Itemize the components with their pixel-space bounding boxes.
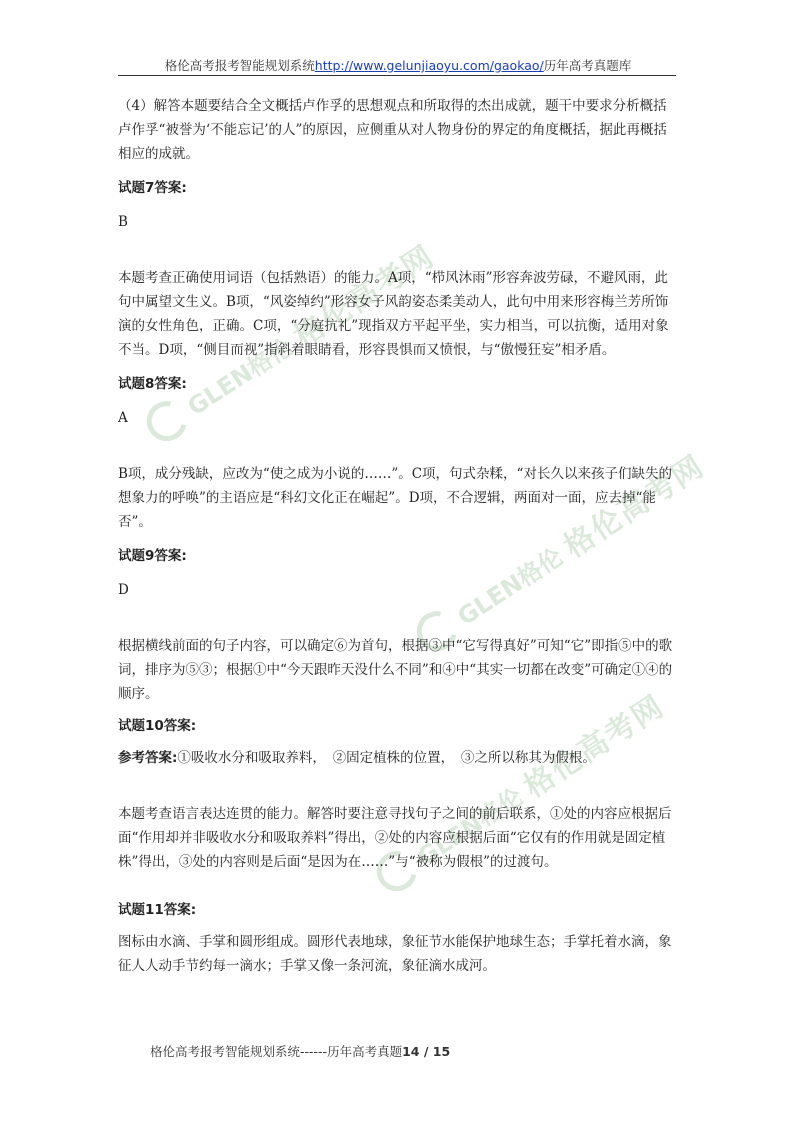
q9-explanation: 根据横线前面的句子内容，可以确定⑥为首句，根据③中“它写得真好”可知“它”即指⑤中的歌词，排序为⑤③；根据①中“今天跟昨天没什么不同”和④中“其实一切都在改变”可确定①④的顺序。 [118, 638, 673, 702]
q9-heading: 试题9答案: [118, 548, 187, 564]
header-link[interactable]: http://www.gelunjiaoyu.com/gaokao/ [314, 58, 544, 73]
page-footer [150, 1042, 450, 1060]
q8-explanation: B项，成分残缺，应改为“使之成为小说的……”。C项，句式杂糅，“对长久以来孩子们缺失的想象力的呼唤”的主语应是“科幻文化正在崛起”。D项，不合逻辑，两面对一面，应去掉“能否”。 [118, 466, 672, 530]
footer-text: 格伦高考报考智能规划系统------历年高考真题 [150, 1044, 403, 1059]
page-header [120, 56, 676, 74]
watermark-brand: GLEN格伦 [182, 332, 298, 421]
header-prefix: 格伦高考报考智能规划系统 [164, 58, 315, 73]
q7-answer: B [118, 214, 128, 230]
header-divider [118, 75, 676, 76]
header-suffix: 历年高考真题库 [543, 58, 632, 73]
q8-heading: 试题8答案: [118, 376, 187, 392]
document-body [118, 94, 674, 978]
q7-heading: 试题7答案: [118, 180, 187, 196]
q10-heading: 试题10答案: [118, 718, 197, 734]
q10-explanation: 本题考查语言表达连贯的能力。解答时要注意寻找句子之间的前后联系，①处的内容应根据后面“作用却并非吸收水分和吸取养料”得出，②处的内容应根据后面“它仅有的作用就是固定植株”得出，③处的内容则是后面“是因为在……”与“被称为假根”的过渡句。 [118, 806, 672, 870]
watermark-brand: GLEN格伦 [452, 542, 568, 631]
q11-explanation: 图标由水滴、手掌和圆形组成。圆形代表地球，象征节水能保护地球生态；手掌托着水滴，象征人人动手节约每一滴水；手掌又像一条河流，象征滴水成河。 [118, 934, 672, 974]
q9-answer: D [118, 582, 129, 598]
q10-reference-answer [118, 746, 674, 770]
q11-heading: 试题11答案: [118, 902, 197, 918]
page-number: 14 / 15 [402, 1044, 451, 1059]
q10-reference-label: 参考答案: [118, 750, 178, 766]
q6-part4-explanation: （4）解答本题要结合全文概括卢作孚的思想观点和所取得的杰出成就，题干中要求分析概括卢作孚“被誉为‘不能忘记’的人”的原因，应侧重从对人物身份的界定的角度概括，据此再概括相应的成就。 [118, 98, 667, 162]
watermark-text: 格伦高考网 [557, 448, 712, 566]
watermark-text: 格伦高考网 [517, 688, 672, 806]
watermark-brand: GLEN格伦 [412, 782, 528, 871]
q10-reference-text: ①吸收水分和吸取养料， ②固定植株的位置， ③之所以称其为假根。 [177, 750, 596, 766]
q8-answer: A [118, 410, 128, 426]
q7-explanation: 本题考查正确使用词语（包括熟语）的能力。A项，“栉风沐雨”形容奔波劳碌，不避风雨，此句中属望文生义。B项，“风姿绰约”形容女子风韵姿态柔美动人，此句中用来形容梅兰芳所饰演的女性角色，正确。C项，“分庭抗礼”现指双方平起平坐，实力相当，可以抗衡，适用对象不当。D项，“侧目而视”指斜着眼睛看，形容畏惧而又愤恨，与“傲慢狂妄”相矛盾。 [118, 270, 669, 358]
watermark-text: 格伦高考网 [287, 238, 442, 356]
